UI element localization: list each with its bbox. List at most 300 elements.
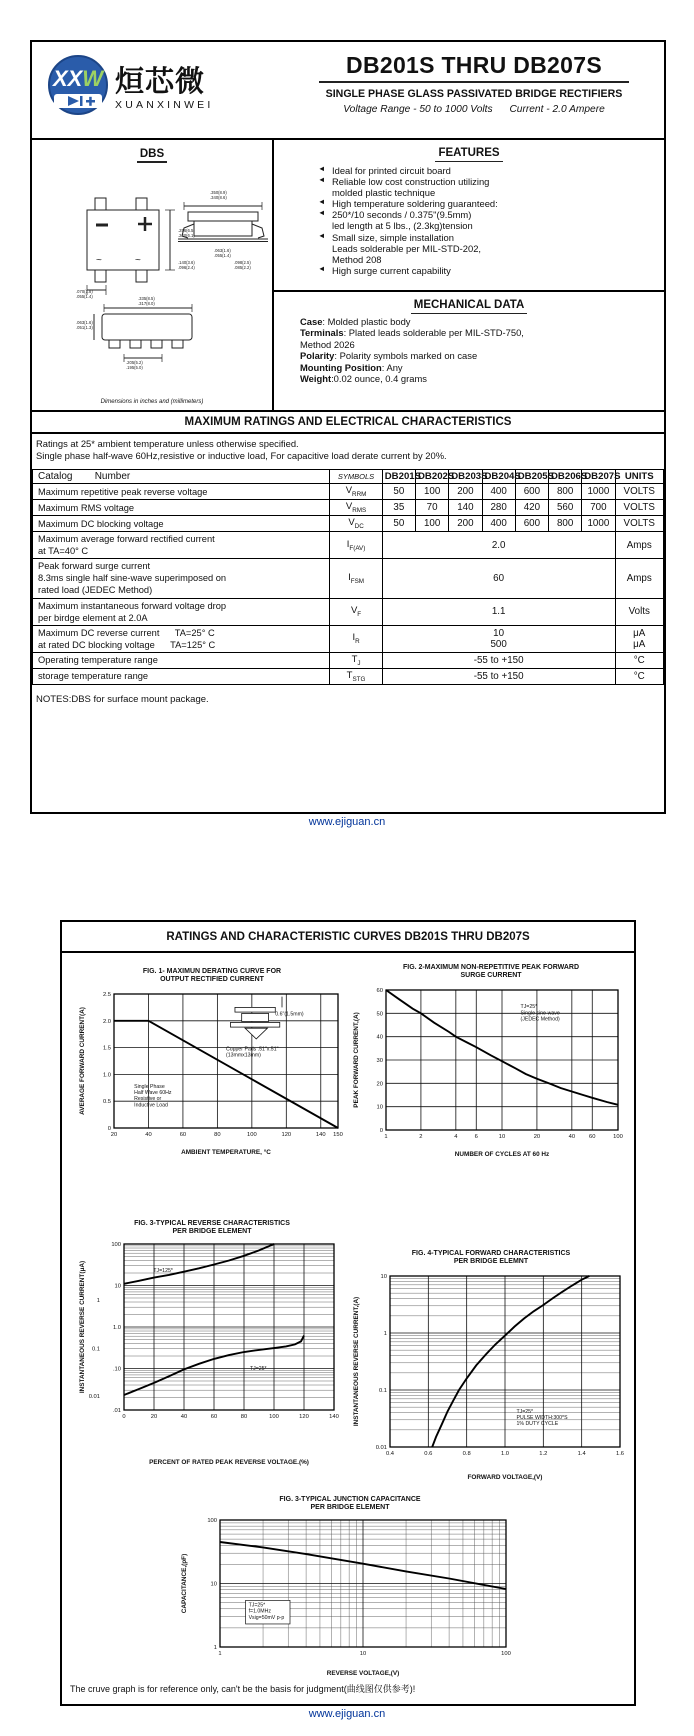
svg-text:40: 40 (180, 1414, 188, 1421)
table-cell: DB206S (549, 470, 582, 484)
table-cell: VOLTS (615, 500, 664, 516)
current-rating: Current - 2.0 Ampere (509, 104, 605, 115)
features-title (274, 147, 664, 159)
feature-item (318, 198, 658, 209)
svg-text:100: 100 (501, 1651, 511, 1658)
fig2-chart (350, 982, 632, 1160)
svg-text:6: 6 (474, 1134, 478, 1141)
svg-text:1: 1 (218, 1651, 222, 1658)
mechanical-item-label: Weight (300, 373, 332, 385)
package-drawing-cell (32, 140, 274, 410)
features-section (274, 140, 664, 292)
svg-text:150: 150 (333, 1132, 343, 1139)
svg-text:60: 60 (179, 1132, 187, 1139)
figure-3 (76, 1220, 348, 1473)
svg-text:PULSE WIDTH:300*S: PULSE WIDTH:300*S (516, 1415, 568, 1422)
dimension-label: .098(2.5) (234, 260, 251, 265)
bullet-arrow-icon: ◄ (318, 175, 326, 185)
feature-text: 250*/10 seconds / 0.375"(9.5mm) (332, 209, 472, 221)
svg-text:AVERAGE FORWARD CURRENT(A): AVERAGE FORWARD CURRENT(A) (79, 1007, 86, 1115)
table-cell: $I_R$ (330, 625, 382, 652)
subtitle: SINGLE PHASE GLASS PASSIVATED BRIDGE RECTIFIERS (325, 88, 623, 100)
svg-text:NUMBER OF CYCLES AT 60 Hz: NUMBER OF CYCLES AT 60 Hz (454, 1151, 550, 1159)
figure-4 (350, 1250, 632, 1488)
svg-text:20: 20 (110, 1132, 118, 1139)
svg-text:10: 10 (114, 1283, 121, 1290)
svg-text:f=1.0MHz: f=1.0MHz (248, 1608, 271, 1615)
table-cell: $T_J$ (330, 652, 382, 668)
mechanical-title-label: MECHANICAL DATA (411, 299, 528, 314)
svg-text:80: 80 (240, 1414, 248, 1421)
table-row (33, 598, 664, 625)
fig1-chart (76, 986, 348, 1158)
figure-5 (178, 1496, 522, 1684)
svg-text:60: 60 (210, 1414, 218, 1421)
ac-symbol: ~ (96, 255, 102, 266)
figure-title-line: PER BRIDGE ELEMNT (453, 1258, 529, 1266)
svg-text:FORWARD VOLTAGE,(V): FORWARD VOLTAGE,(V) (467, 1474, 543, 1482)
figure-3-title (76, 1220, 348, 1236)
figure-3-chart-host (76, 1238, 348, 1473)
figure-title-line: FIG. 1- MAXIMUN DERATING CURVE FOR (142, 968, 282, 975)
svg-text:PERCENT OF RATED PEAK REVERSE: PERCENT OF RATED PEAK REVERSE VOLTAGE.(%) (149, 1459, 309, 1467)
mechanical-item (300, 362, 658, 373)
table-cell: 100 (416, 484, 449, 500)
table-row (33, 484, 664, 500)
svg-text:1: 1 (384, 1134, 388, 1141)
svg-text:40: 40 (568, 1134, 576, 1141)
mechanical-item-label: Terminals (300, 327, 344, 339)
package-name (32, 148, 272, 160)
svg-text:100: 100 (207, 1518, 217, 1525)
svg-text:0.1: 0.1 (91, 1346, 100, 1353)
svg-text:1.2: 1.2 (539, 1451, 548, 1458)
svg-text:TJ=25*: TJ=25* (520, 1004, 538, 1011)
table-row (33, 500, 664, 516)
svg-text:20: 20 (376, 1081, 383, 1088)
curves-page-title: RATINGS AND CHARACTERISTIC CURVES DB201S THRU DB207S (62, 922, 634, 953)
table-cell: μA μA (615, 625, 664, 652)
part-number-title: DB201S THRU DB207S (346, 52, 602, 78)
table-cell: DB205S (515, 470, 548, 484)
feature-text: High temperature soldering guaranteed: (332, 198, 498, 210)
svg-text:1.0: 1.0 (112, 1325, 121, 1332)
table-row (33, 532, 664, 559)
svg-text:100: 100 (247, 1132, 257, 1139)
ratings-section-title: MAXIMUM RATINGS AND ELECTRICAL CHARACTERISTICS (32, 410, 664, 434)
svg-text:0.6: 0.6 (424, 1451, 433, 1458)
table-cell: 280 (482, 500, 515, 516)
svg-text:2.0: 2.0 (102, 1018, 111, 1025)
figure-1-title (76, 968, 348, 984)
table-cell: Maximum instantaneous forward voltage drop per birdge element at 2.0A (33, 598, 330, 625)
dimension-label: .205(5.2) (126, 360, 143, 365)
svg-text:0.6"(1.5mm): 0.6"(1.5mm) (275, 1011, 304, 1018)
table-cell: 100 (416, 516, 449, 532)
table-cell: DB207S (582, 470, 615, 484)
table-row (33, 625, 664, 652)
table-cell: -55 to +150 (382, 668, 615, 684)
svg-text:INSTANTANEOUS REVERSE CURRENT,: INSTANTANEOUS REVERSE CURRENT,(A) (353, 1296, 360, 1427)
ratings-note-1: Ratings at 25* ambient temperature unless otherwise specified. (36, 438, 299, 449)
figure-title-line: OUTPUT RECTIFIED CURRENT (160, 976, 264, 984)
table-cell: 35 (382, 500, 415, 516)
dimension-label: .070(1.8) (76, 289, 93, 294)
mechanical-item-label: Case (300, 316, 323, 327)
svg-text:.01: .01 (112, 1408, 121, 1415)
figure-1 (76, 968, 348, 1163)
package-name-label: DBS (137, 148, 167, 163)
table-row (33, 559, 664, 598)
svg-text:0.01: 0.01 (88, 1393, 100, 1400)
feature-item (318, 265, 658, 276)
table-row (33, 516, 664, 532)
features-title-label: FEATURES (435, 147, 502, 162)
feature-item: Method 208 (332, 253, 382, 265)
figure-title-line: PER BRIDGE ELEMENT (172, 1228, 252, 1236)
figure-title-line: FIG. 2-MAXIMUM NON-REPETITIVE PEAK FORWARD (402, 964, 580, 971)
svg-text:0: 0 (122, 1414, 126, 1421)
dimension-label: .340(8.6) (210, 195, 227, 200)
mechanical-item-label: Polarity (300, 350, 335, 362)
svg-text:120: 120 (299, 1414, 309, 1421)
table-cell: 800 (549, 516, 582, 532)
table-cell: DB203S (449, 470, 482, 484)
dimension-label: .096(2.4) (178, 265, 195, 270)
svg-text:1: 1 (383, 1331, 387, 1338)
svg-text:80: 80 (214, 1132, 221, 1139)
bullet-arrow-icon: ◄ (318, 263, 326, 273)
svg-text:20: 20 (533, 1134, 541, 1141)
svg-text:PEAK FORWARD CURRENT,(A): PEAK FORWARD CURRENT,(A) (353, 1012, 360, 1108)
figure-title-line: FIG. 3-TYPICAL REVERSE CHARACTERISTICS (134, 1220, 290, 1227)
svg-text:50: 50 (376, 1011, 383, 1018)
table-cell: 50 (382, 484, 415, 500)
table-cell: DB202S (416, 470, 449, 484)
svg-text:Single Phase: Single Phase (134, 1083, 165, 1090)
package-outline-drawing (32, 162, 272, 380)
feature-item: led length at 5 lbs., (2.3kg)tension (332, 220, 473, 232)
table-cell: VOLTS (615, 484, 664, 500)
table-cell: 1.1 (382, 598, 615, 625)
mechanical-item (300, 316, 658, 327)
footer-1 (0, 816, 694, 828)
bullet-arrow-icon: ◄ (318, 197, 326, 207)
table-cell: °C (615, 652, 664, 668)
mechanical-item-text: : Molded plastic body (322, 316, 411, 327)
svg-text:4: 4 (454, 1134, 458, 1141)
table-cell: $I_{FSM}$ (330, 559, 382, 598)
dimension-label: .085(2.2) (234, 265, 251, 270)
ratings-notes (32, 434, 664, 464)
mechanical-item (300, 327, 658, 338)
table-cell: $V_{DC}$ (330, 516, 382, 532)
page-1 (30, 40, 666, 814)
table-cell: Maximum DC reverse current TA=25° C at rated DC blocking voltage TA=125° C (33, 625, 330, 652)
header (32, 42, 664, 140)
svg-text:0.1: 0.1 (378, 1388, 387, 1395)
fig4-chart (350, 1268, 632, 1483)
dimension-label: .051(1.3) (76, 325, 93, 330)
brand-logo (46, 52, 214, 126)
dimensions-caption: Dimensions in inches and (millimeters) (100, 399, 204, 405)
svg-text:100: 100 (269, 1414, 279, 1421)
table-cell: Peak forward surge current 8.3ms single half sine-wave superimposed on rated load (JEDEC Method) (33, 559, 330, 598)
dimension-label: .195(5.0) (126, 365, 143, 370)
svg-text:20: 20 (150, 1414, 158, 1421)
table-cell: 700 (582, 500, 615, 516)
svg-text:10: 10 (498, 1134, 506, 1141)
table-cell: 60 (382, 559, 615, 598)
table-header-row (33, 470, 664, 484)
svg-text:1: 1 (96, 1297, 100, 1304)
tj-125-curve (124, 1244, 274, 1284)
svg-text:INSTANTANEOUS REVERSE CURRENT(: INSTANTANEOUS REVERSE CURRENT(μA) (79, 1260, 86, 1394)
footer-2 (0, 1708, 694, 1720)
svg-text:2: 2 (419, 1134, 423, 1141)
table-cell: $I_{F(AV)}$ (330, 532, 382, 559)
mechanical-item-label: Mounting Position (300, 361, 382, 373)
dimension-label: .063(1.6) (214, 248, 231, 253)
svg-text:1.0: 1.0 (102, 1072, 111, 1079)
mechanical-item (300, 350, 658, 361)
table-cell: UNITS (615, 470, 664, 484)
table-cell: -55 to +150 (382, 652, 615, 668)
package-and-features-row (32, 140, 664, 410)
svg-text:TJ=25*: TJ=25* (516, 1408, 534, 1415)
title-underline (319, 81, 629, 83)
voltage-range: Voltage Range - 50 to 1000 Volts (343, 104, 493, 115)
table-cell: SYMBOLS (330, 470, 382, 484)
table-cell: Catalog Number (33, 470, 330, 484)
svg-text:Inductive Load: Inductive Load (134, 1102, 168, 1109)
table-row (33, 668, 664, 684)
mechanical-item-text: : Any (381, 361, 403, 373)
table-cell: 1000 (582, 516, 615, 532)
smd-package-icon (230, 997, 282, 1039)
table-cell: Maximum RMS voltage (33, 500, 330, 516)
plus-v (89, 97, 92, 106)
table-cell: °C (615, 668, 664, 684)
mechanical-item-cont: Method 2026 (300, 338, 355, 350)
svg-text:0.4: 0.4 (385, 1451, 395, 1458)
table-cell: $V_{RRM}$ (330, 484, 382, 500)
svg-text:30: 30 (376, 1058, 383, 1065)
bullet-arrow-icon: ◄ (318, 164, 326, 173)
figure-title-line: PER BRIDGE ELEMENT (310, 1504, 390, 1512)
feature-text: High surge current capability (332, 264, 451, 276)
svg-text:140: 140 (329, 1414, 339, 1421)
table-cell: 600 (515, 484, 548, 500)
figure-title-line: FIG. 3-TYPICAL JUNCTION CAPACITANCE (279, 1496, 421, 1503)
table-cell: Maximum DC blocking voltage (33, 516, 330, 532)
feature-item (318, 232, 658, 243)
svg-text:40: 40 (145, 1132, 152, 1139)
svg-text:0.01: 0.01 (375, 1445, 387, 1452)
title-block (290, 52, 658, 115)
svg-text:0: 0 (379, 1128, 383, 1135)
logo-chinese-name: 烜芯微 (115, 66, 206, 99)
dimension-label: .063(1.6) (76, 320, 93, 325)
features-list (274, 164, 664, 276)
figure-2 (350, 964, 632, 1165)
table-cell: storage temperature range (33, 668, 330, 684)
svg-text:1.6: 1.6 (615, 1451, 625, 1458)
table-cell: 10 500 (382, 625, 615, 652)
dimension-label: .350(8.9) (210, 190, 227, 195)
svg-text:1: 1 (213, 1645, 217, 1652)
dimension-label: .317(8.0) (138, 301, 155, 306)
feature-item (318, 176, 658, 187)
table-cell: 2.0 (382, 532, 615, 559)
svg-text:40: 40 (376, 1034, 383, 1041)
table-cell: 50 (382, 516, 415, 532)
figure-5-chart-host (178, 1514, 522, 1684)
logo-text-column (115, 67, 214, 110)
svg-text:TJ=25*: TJ=25* (248, 1602, 266, 1609)
table-cell: Volts (615, 598, 664, 625)
svg-text:TJ=125*: TJ=125* (153, 1268, 173, 1275)
mechanical-item (300, 373, 658, 384)
figure-title-line: FIG. 4-TYPICAL FORWARD CHARACTERISTICS (411, 1250, 571, 1257)
figure-1-chart-host (76, 986, 348, 1163)
bullet-arrow-icon: ◄ (318, 208, 326, 218)
svg-text:Half Wave 60Hz: Half Wave 60Hz (134, 1090, 172, 1097)
fig3-chart (76, 1238, 348, 1468)
table-row (33, 652, 664, 668)
svg-text:CAPACITANCE,(pF): CAPACITANCE,(pF) (181, 1553, 188, 1614)
website-link[interactable]: www.ejiguan.cn (308, 816, 386, 828)
table-cell: DB204S (482, 470, 515, 484)
fig5-chart (178, 1514, 522, 1679)
features-mechanical-column (274, 140, 664, 410)
table-cell: 800 (549, 484, 582, 500)
svg-text:(13mmx13mm): (13mmx13mm) (226, 1052, 261, 1059)
feature-item: Leads solderable per MIL-STD-202, (332, 242, 482, 254)
table-cell: Amps (615, 532, 664, 559)
logo-english-name: XUANXINWEI (115, 98, 214, 111)
svg-text:0.5: 0.5 (102, 1099, 111, 1106)
svg-text:0.8: 0.8 (462, 1451, 471, 1458)
page-2 (60, 920, 636, 1706)
svg-text:Copper Pads .51"x.51": Copper Pads .51"x.51" (226, 1046, 279, 1053)
dimension-labels (76, 190, 251, 370)
diode-bar (80, 96, 83, 106)
dimension-label: .240(6.1) (178, 233, 195, 238)
svg-text:60: 60 (376, 988, 383, 995)
table-cell: $V_F$ (330, 598, 382, 625)
svg-text:REVERSE VOLTAGE,(V): REVERSE VOLTAGE,(V) (326, 1670, 400, 1678)
table-cell: Maximum average forward rectified current at TA=40° C (33, 532, 330, 559)
table-cell: 140 (449, 500, 482, 516)
feature-text: Small size, simple installation (332, 231, 454, 243)
table-cell: 1000 (582, 484, 615, 500)
svg-text:1% DUTY CYCLE: 1% DUTY CYCLE (516, 1421, 559, 1428)
svg-text:10: 10 (376, 1104, 383, 1111)
table-cell: 200 (449, 484, 482, 500)
svg-text:100: 100 (613, 1134, 623, 1141)
figure-2-title (350, 964, 632, 980)
svg-text:Single sine-wave: Single sine-wave (520, 1010, 560, 1017)
table-cell: DB201S (382, 470, 415, 484)
table-notes: NOTES:DBS for surface mount package. (36, 693, 209, 705)
svg-text:2.5: 2.5 (102, 992, 111, 999)
dimension-label: .055(1.4) (76, 294, 93, 299)
svg-text:Vsig=50mV p-p: Vsig=50mV p-p (248, 1614, 285, 1621)
dimension-label: .335(8.5) (138, 296, 155, 301)
figure-5-title (178, 1496, 522, 1512)
dimension-label: .055(1.4) (214, 253, 231, 258)
svg-text:100: 100 (111, 1242, 121, 1249)
table-cell: 600 (515, 516, 548, 532)
table-cell: $T_{STG}$ (330, 668, 382, 684)
figure-title-line: SURGE CURRENT (460, 972, 522, 980)
table-cell: Maximum repetitive peak reverse voltage (33, 484, 330, 500)
table-cell: 560 (549, 500, 582, 516)
ac-symbol: ~ (135, 255, 141, 266)
feature-text: Reliable low cost construction utilizing (332, 176, 490, 188)
mechanical-item-text: : Polarity symbols marked on case (334, 350, 478, 362)
mechanical-item-text: : Plated leads solderable per MIL-STD-750, (343, 327, 524, 339)
svg-text:AMBIENT TEMPERATURE, °C: AMBIENT TEMPERATURE, °C (181, 1149, 271, 1157)
svg-text:TJ=25*: TJ=25* (250, 1366, 267, 1373)
figure-4-chart-host (350, 1268, 632, 1488)
mechanical-list (274, 316, 664, 385)
feature-item (318, 209, 658, 220)
svg-text:Resistive or: Resistive or (134, 1096, 162, 1103)
forward-voltage-curve (432, 1276, 589, 1447)
svg-text:60: 60 (589, 1134, 596, 1141)
svg-text:1.5: 1.5 (102, 1045, 111, 1052)
website-link[interactable]: www.ejiguan.cn (308, 1708, 386, 1720)
svg-text:.10: .10 (112, 1366, 121, 1373)
voltage-current-range (290, 104, 658, 115)
figure-2-chart-host (350, 982, 632, 1165)
table-cell: Amps (615, 559, 664, 598)
table-cell: Operating temperature range (33, 652, 330, 668)
logo-mark-text: XXW (52, 66, 104, 91)
svg-text:10: 10 (359, 1651, 367, 1658)
ratings-note-2: Single phase half-wave 60Hz,resistive or inductive load, For capacitive load derate current by 20%. (36, 450, 447, 462)
figure-4-title (350, 1250, 632, 1266)
dimension-label: .140(3.6) (178, 260, 195, 265)
mechanical-title (274, 299, 664, 311)
feature-item (318, 165, 658, 176)
feature-text: Ideal for printed circuit board (332, 165, 451, 176)
svg-text:120: 120 (281, 1132, 292, 1139)
mechanical-data-section (274, 292, 664, 410)
svg-text:140: 140 (315, 1132, 326, 1139)
table-cell: 70 (416, 500, 449, 516)
svg-text:(JEDEC Method): (JEDEC Method) (520, 1016, 560, 1023)
table-cell: $V_{RMS}$ (330, 500, 382, 516)
svg-text:0: 0 (107, 1126, 111, 1133)
reference-disclaimer: The cruve graph is for reference only, can't be the basis for judgment(曲线图仅供参考)! (70, 1684, 416, 1694)
table-cell: 400 (482, 516, 515, 532)
table-cell: 400 (482, 484, 515, 500)
svg-text:10: 10 (210, 1581, 217, 1588)
svg-text:1.4: 1.4 (577, 1451, 586, 1458)
svg-text:1.0: 1.0 (500, 1451, 510, 1458)
table-cell: VOLTS (615, 516, 664, 532)
table-cell: 420 (515, 500, 548, 516)
mechanical-item-text: :0.02 ounce, 0.4 grams (331, 373, 427, 385)
brand-logo-icon (46, 52, 110, 126)
ratings-table (32, 469, 664, 684)
table-cell: 200 (449, 516, 482, 532)
feature-item: molded plastic technique (332, 187, 436, 199)
bullet-arrow-icon: ◄ (318, 230, 326, 240)
